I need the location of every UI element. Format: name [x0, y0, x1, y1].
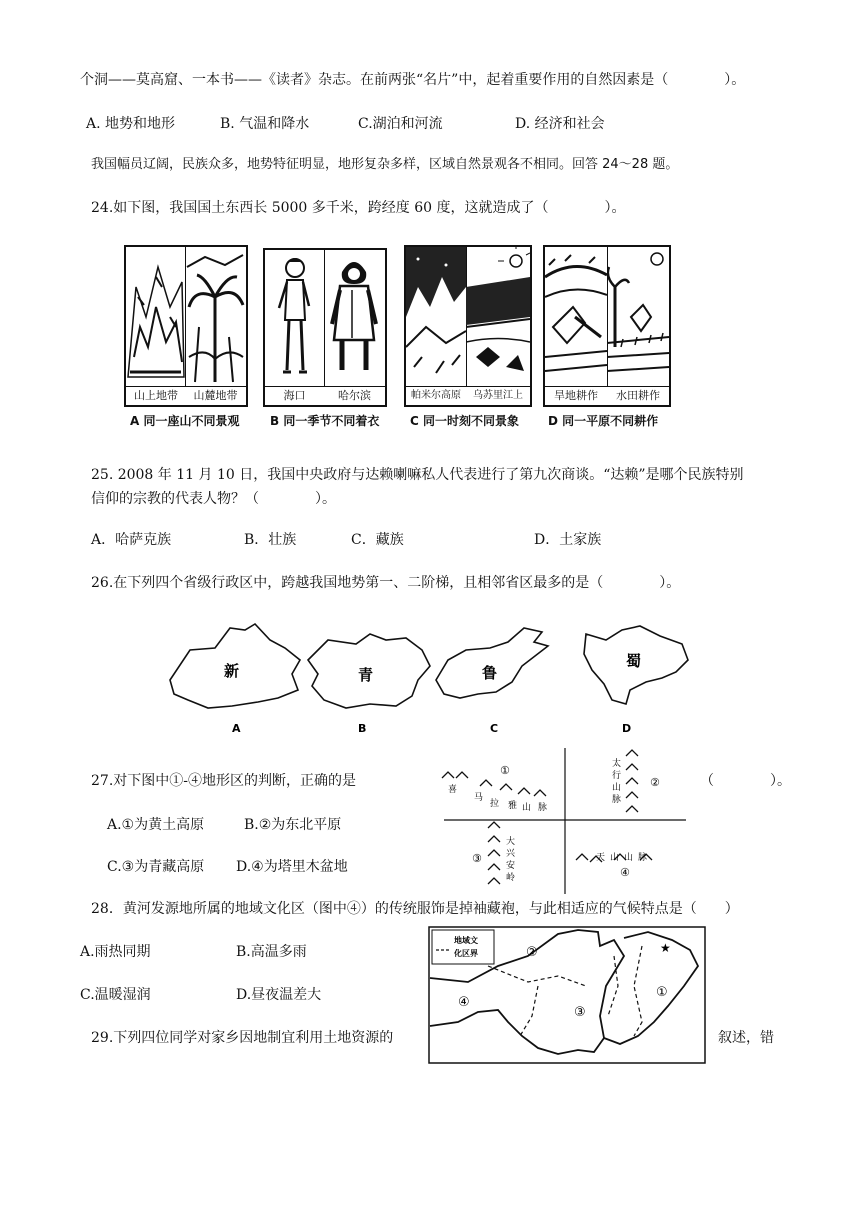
q27-option-b[interactable]: B.②为东北平原 [244, 817, 342, 833]
q23-option-d[interactable]: D. 经济和社会 [515, 116, 605, 132]
svg-text:行: 行 [612, 771, 622, 781]
province-letter-a[interactable]: A [232, 722, 241, 735]
region-label-3: ③ [574, 1005, 586, 1020]
q27-terrain-map [440, 748, 690, 896]
svg-text:兴: 兴 [506, 849, 516, 859]
q27-option-d[interactable]: D.④为塔里木盆地 [236, 859, 348, 875]
q24-panel-b [263, 248, 387, 407]
winter-person-illustration [324, 250, 385, 387]
q24-panel-d-right-label: 水田耕作 [607, 386, 669, 405]
svg-text:大: 大 [506, 837, 516, 847]
question-27-stem: 27.对下图中①-④地形区的判断，正确的是 [91, 773, 356, 789]
terrain-label-4: ④ [620, 866, 630, 879]
q27-option-a[interactable]: A.①为黄土高原 [107, 817, 205, 833]
map-legend [432, 930, 494, 964]
question-25-stem-line2: 信仰的宗教的代表人物？（ ）。 [91, 491, 336, 507]
himalaya-range [442, 772, 547, 813]
question-29-stem-tail: 叙述，错 [718, 1030, 774, 1046]
province-letter-c[interactable]: C [490, 722, 499, 735]
capital-star-icon: ★ [660, 941, 671, 955]
palm-forest-illustration [185, 247, 246, 387]
svg-text:脉: 脉 [538, 803, 548, 813]
q28-option-d[interactable]: D.昼夜温差大 [236, 987, 322, 1003]
daxinganling-range [488, 822, 516, 884]
province-sichuan-outline [584, 626, 688, 704]
river-sunrise-illustration [466, 247, 530, 387]
summer-person-illustration [265, 250, 324, 387]
svg-text:山: 山 [610, 853, 620, 863]
q24-caption-a: A 同一座山不同景观 [130, 414, 240, 428]
q23-option-b[interactable]: B. 气温和降水 [220, 116, 310, 132]
q24-panel-a-left-label: 山上地带 [126, 386, 186, 405]
question-28-stem: 28．黄河发源地所属的地域文化区（图中④）的传统服饰是掉袖藏袍，与此相适应的气候特点是（ ） [91, 901, 739, 917]
tianshan-range [576, 851, 652, 863]
province-qinghai-outline [308, 634, 430, 708]
q24-panel-b-right-label: 哈尔滨 [324, 386, 385, 405]
paddy-farming-illustration [607, 247, 669, 387]
province-name-shu: 蜀 [626, 652, 642, 670]
svg-text:马: 马 [474, 793, 484, 803]
mountain-snow-illustration [126, 247, 185, 387]
question-25-stem-line1: 25. 2008 年 11 月 10 日，我国中央政府与达赖喇嘛私人代表进行了第九次商谈。“达赖”是哪个民族特别 [91, 467, 744, 483]
q24-panel-b-right [324, 250, 385, 405]
question-24-stem: 24.如下图，我国国土东西长 5000 多千米，跨经度 60 度，这就造成了（ ）。 [91, 200, 626, 216]
terrain-label-2: ② [650, 776, 660, 789]
q23-option-c[interactable]: C.湖泊和河流 [358, 116, 443, 132]
q24-caption-c: C 同一时刻不同景象 [410, 414, 519, 428]
q28-option-c[interactable]: C.温暖湿润 [80, 987, 151, 1003]
q25-option-d[interactable]: D．土家族 [534, 532, 602, 548]
svg-text:太: 太 [612, 759, 622, 769]
region-label-4: ④ [458, 995, 470, 1010]
q26-province-outlines [160, 620, 700, 740]
svg-text:山: 山 [612, 783, 622, 793]
province-name-qing: 青 [358, 666, 374, 684]
q28-option-a[interactable]: A.雨热同期 [80, 944, 151, 960]
terrain-label-1: ① [500, 764, 510, 777]
region-label-2: ② [526, 945, 538, 960]
svg-text:地域文: 地域文 [454, 936, 478, 945]
section-intro: 我国幅员辽阔，民族众多，地势特征明显，地形复杂多样，区域自然景观各不相同。回答 24～28 题。 [91, 157, 679, 172]
question-26-stem: 26.在下列四个省级行政区中，跨越我国地势第一、二阶梯，且相邻省区最多的是（ ）。 [91, 575, 681, 591]
q24-panel-a-right-label: 山麓地带 [185, 386, 246, 405]
q24-panel-c [404, 245, 532, 407]
q24-panel-c-right-label: 乌苏里江上 [466, 386, 530, 405]
svg-text:脉: 脉 [612, 795, 622, 805]
province-xinjiang-outline [170, 624, 300, 708]
svg-text:脉: 脉 [638, 853, 648, 863]
svg-text:天: 天 [596, 853, 606, 863]
taihang-range [612, 750, 638, 812]
question-23-stem-tail: 个洞——莫高窟、一本书——《读者》杂志。在前两张“名片”中，起着重要作用的自然因素是（ ）。 [80, 72, 746, 88]
province-name-lu: 鲁 [482, 664, 498, 682]
q24-panel-c-right [466, 247, 530, 405]
question-29-stem: 29.下列四位同学对家乡因地制宜利用土地资源的 [91, 1030, 394, 1046]
q24-panel-a-left [126, 247, 186, 405]
q24-panel-a-right [185, 247, 246, 405]
q25-option-c[interactable]: C．藏族 [351, 532, 404, 548]
q24-panel-d [543, 245, 671, 407]
q24-caption-d: D 同一平原不同耕作 [548, 414, 659, 428]
svg-text:喜: 喜 [448, 785, 458, 795]
q24-panel-c-left [406, 247, 467, 405]
terrain-label-3: ③ [472, 852, 482, 865]
svg-text:岭: 岭 [506, 873, 516, 883]
province-name-xin: 新 [224, 662, 240, 680]
province-shandong-outline [436, 628, 548, 698]
q24-caption-b: B 同一季节不同着衣 [270, 414, 380, 428]
q24-panel-a [124, 245, 248, 407]
province-letter-d[interactable]: D [622, 722, 632, 735]
svg-text:化区界: 化区界 [454, 949, 478, 958]
region-label-1: ① [656, 985, 668, 1000]
svg-text:拉: 拉 [490, 799, 500, 809]
q24-panel-b-left-label: 海口 [265, 386, 324, 405]
q28-option-b[interactable]: B.高温多雨 [236, 944, 307, 960]
q23-option-a[interactable]: A. 地势和地形 [86, 116, 176, 132]
q24-panel-d-left-label: 旱地耕作 [545, 386, 607, 405]
q25-option-b[interactable]: B．壮族 [244, 532, 297, 548]
q24-panel-d-right [607, 247, 669, 405]
q27-option-c[interactable]: C.③为青藏高原 [107, 859, 205, 875]
question-27-paren: （ ）。 [700, 773, 791, 789]
night-plateau-illustration [406, 247, 466, 387]
svg-text:安: 安 [506, 861, 516, 871]
svg-text:雅: 雅 [508, 801, 518, 811]
q28-cultural-region-map [428, 926, 706, 1064]
q24-panel-c-left-label: 帕米尔高原 [406, 386, 466, 405]
q24-panel-b-left [265, 250, 325, 405]
svg-text:山: 山 [624, 853, 634, 863]
dry-farming-illustration [545, 247, 607, 387]
province-letter-b[interactable]: B [358, 722, 367, 735]
q25-option-a[interactable]: A．哈萨克族 [91, 532, 172, 548]
q24-panel-d-left [545, 247, 608, 405]
svg-text:山: 山 [522, 803, 532, 813]
